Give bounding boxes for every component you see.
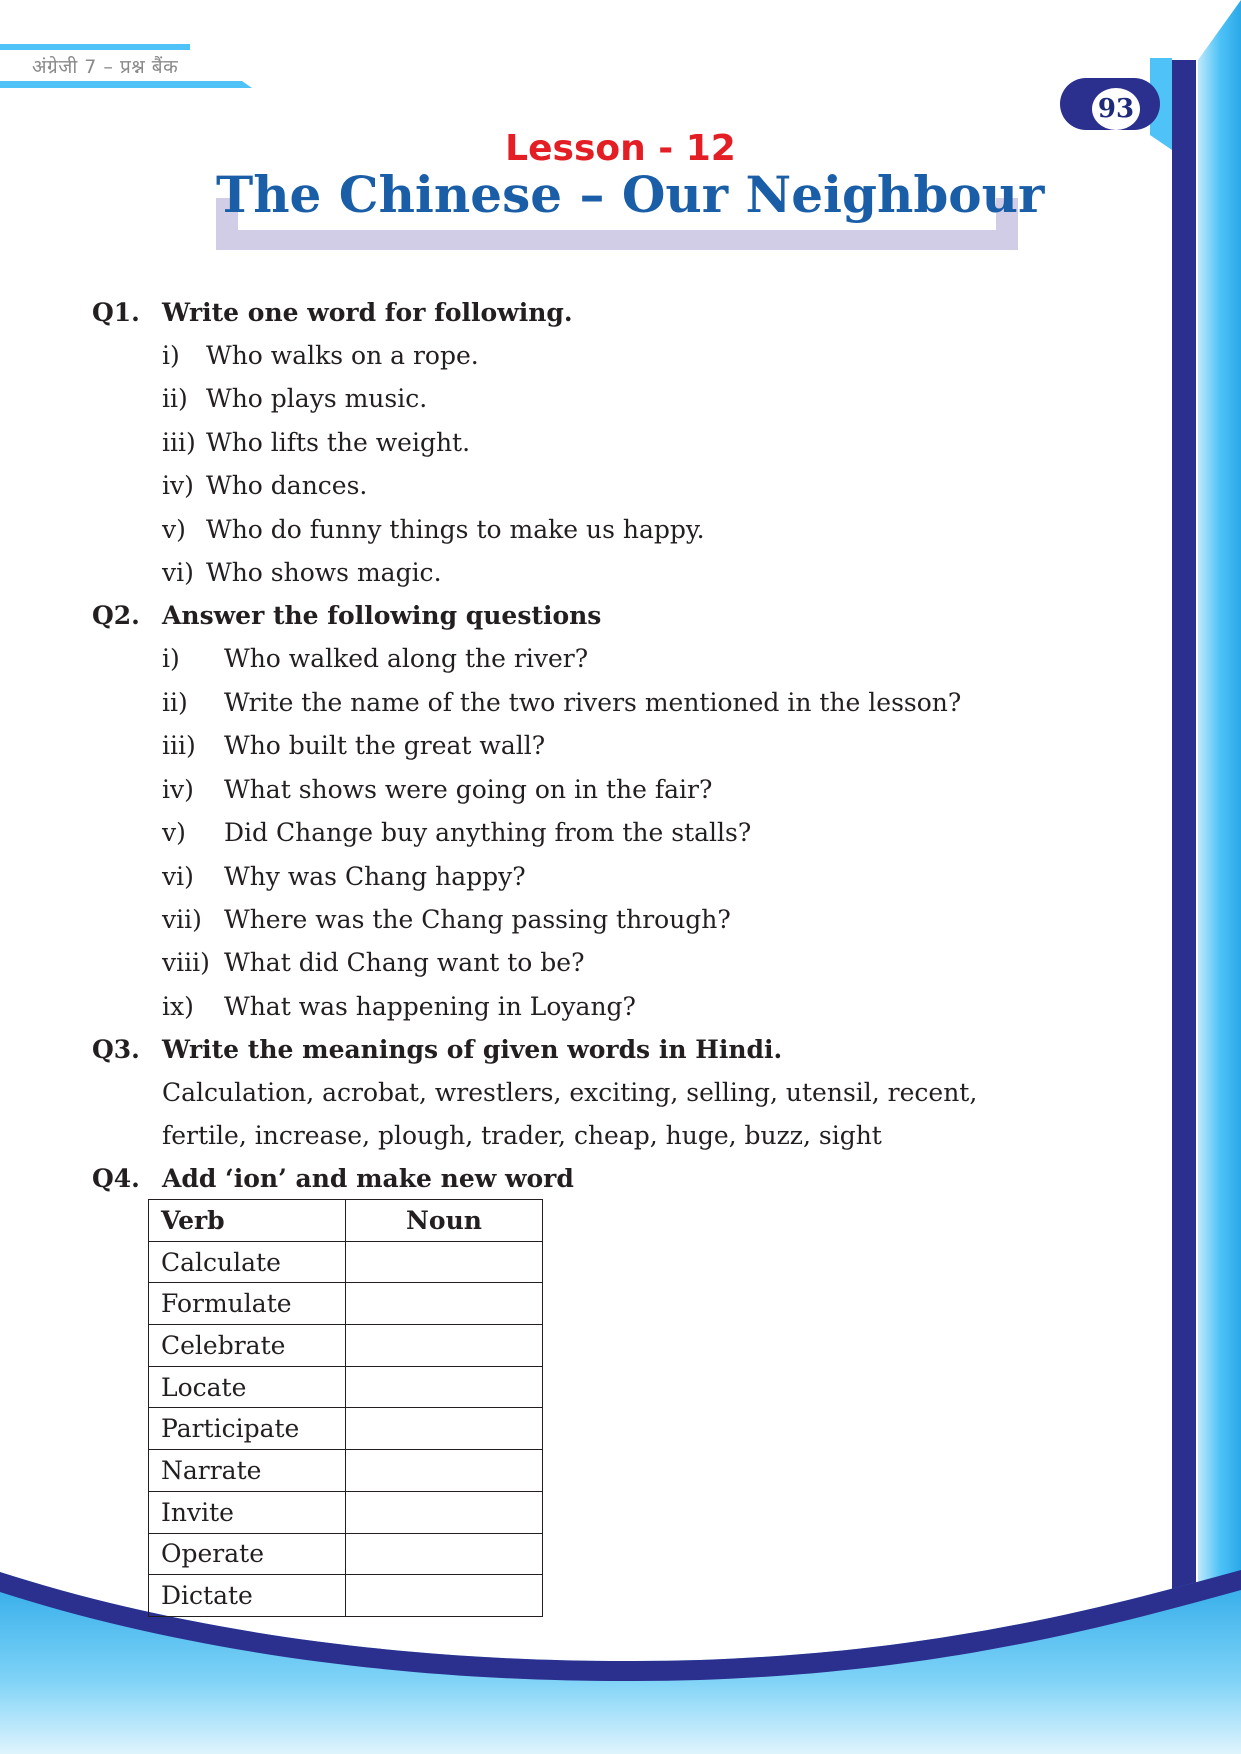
lesson-number: Lesson - 12 [505, 128, 736, 169]
verb-cell: Participate [149, 1408, 346, 1450]
noun-cell [346, 1450, 543, 1492]
right-band [1198, 0, 1241, 1754]
verb-cell: Narrate [149, 1450, 346, 1492]
table-row [149, 1408, 543, 1450]
question-text: Write one word for following. [162, 298, 573, 327]
verb-cell: Locate [149, 1366, 346, 1408]
question-3-heading [92, 1035, 782, 1064]
question-1-heading [92, 298, 573, 327]
question-number: Q4. [92, 1164, 140, 1193]
table-row [149, 1575, 543, 1617]
column-header-verb: Verb [149, 1200, 346, 1242]
verb-cell: Operate [149, 1533, 346, 1575]
verb-noun-table [148, 1199, 543, 1617]
question-number: Q2. [92, 601, 140, 630]
noun-cell [346, 1241, 543, 1283]
noun-cell [346, 1491, 543, 1533]
question-number: Q1. [92, 298, 140, 327]
noun-cell [346, 1366, 543, 1408]
question-2-heading [92, 601, 601, 630]
verb-cell: Calculate [149, 1241, 346, 1283]
verb-cell: Celebrate [149, 1325, 346, 1367]
word-list-line: Calculation, acrobat, wrestlers, exciting, selling, utensil, recent, [162, 1078, 978, 1107]
table-row [149, 1325, 543, 1367]
page-number: 93 [1092, 88, 1140, 130]
question-number: Q3. [92, 1035, 140, 1064]
book-header: अंग्रेजी 7 – प्रश्न बैंक [32, 56, 179, 78]
header-bar-top [0, 44, 190, 50]
noun-cell [346, 1325, 543, 1367]
table-header-row [149, 1200, 543, 1242]
question-text: Write the meanings of given words in Hindi. [162, 1035, 783, 1064]
table-row [149, 1366, 543, 1408]
table-row [149, 1491, 543, 1533]
noun-cell [346, 1533, 543, 1575]
table-row [149, 1450, 543, 1492]
table-row [149, 1533, 543, 1575]
question-text: Answer the following questions [162, 601, 602, 630]
table-row [149, 1241, 543, 1283]
word-list-line: fertile, increase, plough, trader, cheap, huge, buzz, sight [162, 1121, 882, 1150]
noun-cell [346, 1408, 543, 1450]
verb-cell: Formulate [149, 1283, 346, 1325]
header-bar-bottom [0, 81, 252, 88]
verb-cell: Invite [149, 1491, 346, 1533]
right-navy-bar [1172, 60, 1196, 1620]
noun-cell [346, 1575, 543, 1617]
column-header-noun: Noun [346, 1200, 543, 1242]
lesson-title: The Chinese – Our Neighbour [216, 165, 1045, 224]
verb-cell: Dictate [149, 1575, 346, 1617]
table-row [149, 1283, 543, 1325]
question-text: Add ‘ion’ and make new word [162, 1164, 574, 1193]
noun-cell [346, 1283, 543, 1325]
question-4-heading [92, 1164, 574, 1193]
